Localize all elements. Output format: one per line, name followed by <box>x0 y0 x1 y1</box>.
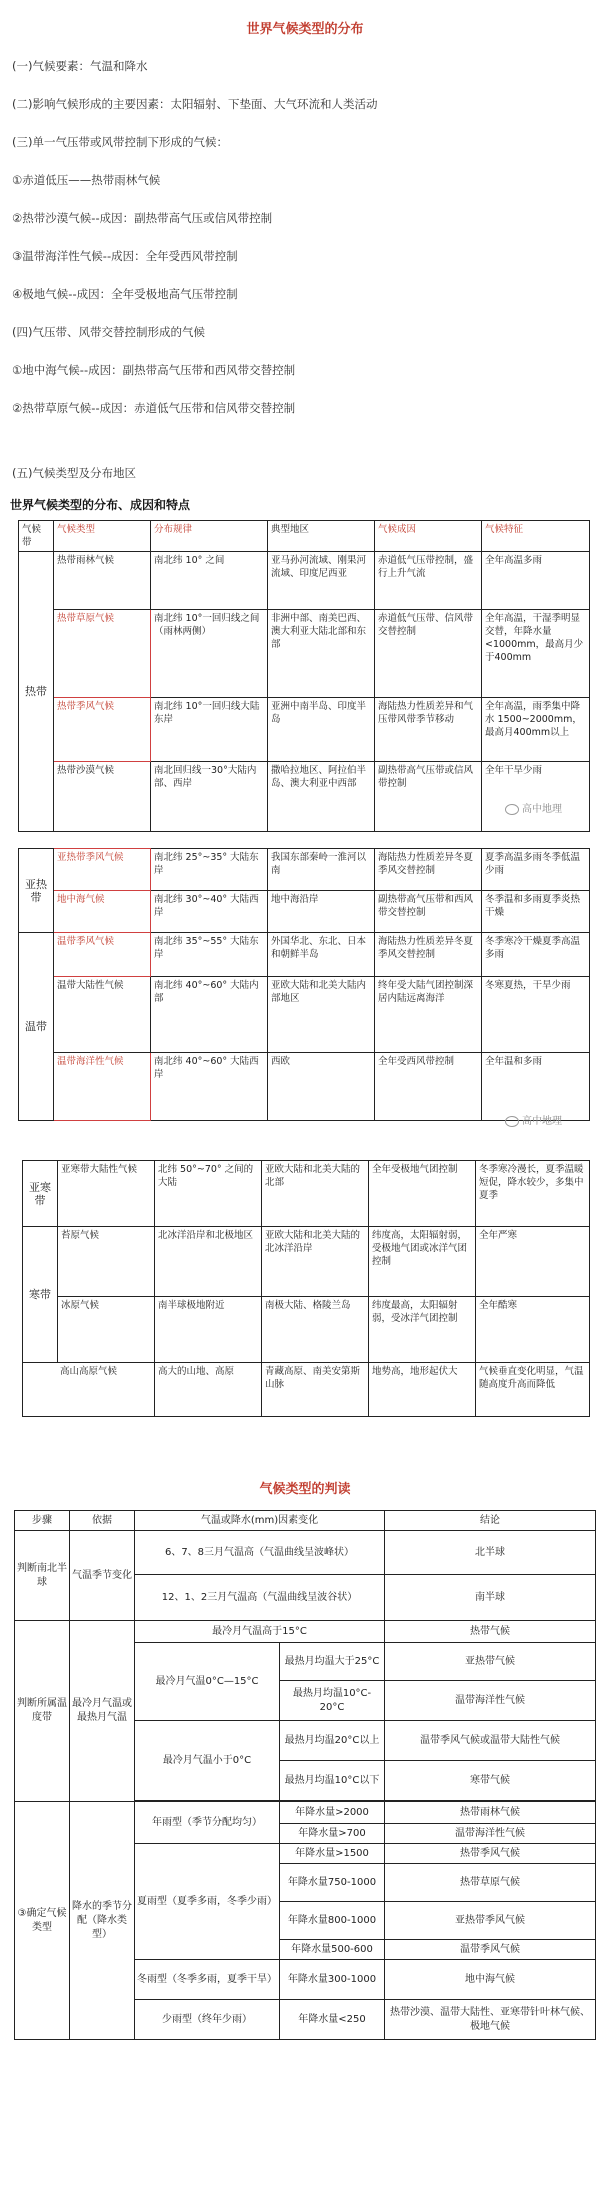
table-cell: 亚马孙河流域、刚果河流域、印度尼西亚 <box>268 552 375 610</box>
climate-table-cold <box>22 1160 590 1417</box>
intro-line: (一)气候要素：气温和降水 <box>12 59 148 73</box>
wechat-icon <box>505 804 519 815</box>
table-cell: 南北纬 35°~55° 大陆东岸 <box>151 933 268 977</box>
table-cell: 年降水量<250 <box>280 2000 385 2040</box>
table-cell: 亚热带季风气候 <box>54 849 151 891</box>
table-cell: 终年受大陆气团控制深居内陆远离海洋 <box>375 977 482 1053</box>
table-cell: 纬度高，太阳辐射弱，受极地气团或冰洋气团控制 <box>369 1227 476 1297</box>
zone-cell: 亚热带 <box>19 849 54 933</box>
table-cell: 高山高原气候 <box>23 1363 155 1417</box>
step-cell: ③确定气候类型 <box>15 1802 70 2040</box>
table-cell: 亚热带气候 <box>385 1643 596 1681</box>
table-cell: 苔原气候 <box>58 1227 155 1297</box>
table-cell: 撒哈拉地区、阿拉伯半岛、澳大利亚中西部 <box>268 762 375 832</box>
table-header: 典型地区 <box>268 521 375 552</box>
basis-cell: 降水的季节分配（降水类型） <box>70 1802 135 2040</box>
step-cell: 判断南北半球 <box>15 1531 70 1621</box>
table-cell: 冬雨型（冬季多雨，夏季干旱） <box>135 1960 280 2000</box>
table-cell: 热带草原气候 <box>385 1864 596 1902</box>
table-cell: 全年温和多雨 <box>482 1053 590 1121</box>
judge-table <box>14 1510 596 2040</box>
intro-line: ②热带草原气候--成因：赤道低气压带和信风带交替控制 <box>12 401 296 415</box>
table-cell: 外国华北、东北、日本和朝鲜半岛 <box>268 933 375 977</box>
table-cell: 副热带高气压带和西风带交替控制 <box>375 891 482 933</box>
table-cell: 南极大陆、格陵兰岛 <box>262 1297 369 1363</box>
table-cell: 最冷月气温高于15°C <box>135 1621 385 1643</box>
table-cell: 年降水量>700 <box>280 1824 385 1844</box>
table-cell: 6、7、8三月气温高（气温曲线呈波峰状） <box>135 1531 385 1575</box>
table-cell: 气候垂直变化明显，气温随高度升高而降低 <box>476 1363 590 1417</box>
table-cell: 热带季风气候 <box>385 1844 596 1864</box>
table-cell: 南北纬 10° 之间 <box>151 552 268 610</box>
table-cell: 冬季寒冷干燥夏季高温多雨 <box>482 933 590 977</box>
table-cell: 亚欧大陆和北美大陆的北冰洋沿岸 <box>262 1227 369 1297</box>
table-header: 气温或降水(mm)因素变化 <box>135 1511 385 1531</box>
step-cell: 判断所属温度带 <box>15 1621 70 1802</box>
page-title: 世界气候类型的分布 <box>246 22 364 37</box>
table-cell: 最热月均温大于25°C <box>280 1643 385 1681</box>
table-cell: 温带海洋性气候 <box>54 1053 151 1121</box>
table-header: 气候特征 <box>482 521 590 552</box>
table-cell: 北纬 50°~70° 之间的大陆 <box>155 1161 262 1227</box>
table-header: 气候类型 <box>54 521 151 552</box>
table-cell: 亚欧大陆和北美大陆内部地区 <box>268 977 375 1053</box>
table-cell: 温带海洋性气候 <box>385 1824 596 1844</box>
table-cell: 热带雨林气候 <box>54 552 151 610</box>
table-cell: 高大的山地、高原 <box>155 1363 262 1417</box>
table-cell: 全年高温，干湿季明显交替，年降水量<1000mm，最高月少于400mm <box>482 610 590 698</box>
table-header: 气候成因 <box>375 521 482 552</box>
table-cell: 年降水量800-1000 <box>280 1902 385 1940</box>
table-cell: 年降水量500-600 <box>280 1940 385 1960</box>
table-cell: 最冷月气温0°C—15°C <box>135 1643 280 1721</box>
table-cell: 年降水量300-1000 <box>280 1960 385 2000</box>
table-cell: 我国东部秦岭一淮河以南 <box>268 849 375 891</box>
intro-line: ①赤道低压——热带雨林气候 <box>12 173 161 187</box>
table-cell: 全年高温，雨季集中降水 1500~2000mm，最高月400mm以上 <box>482 698 590 762</box>
table-cell: 年雨型（季节分配均匀） <box>135 1802 280 1844</box>
intro-line: (二)影响气候形成的主要因素：太阳辐射、下垫面、大气环流和人类活动 <box>12 97 378 111</box>
intro-line: (五)气候类型及分布地区 <box>12 466 136 480</box>
intro-line: (四)气压带、风带交替控制形成的气候 <box>12 325 205 339</box>
table-header: 步骤 <box>15 1511 70 1531</box>
table-cell: 南北纬 30°~40° 大陆西岸 <box>151 891 268 933</box>
table-cell: 全年受西风带控制 <box>375 1053 482 1121</box>
table-cell: 南北纬 10°一回归线大陆东岸 <box>151 698 268 762</box>
table-cell: 12、1、2三月气温高（气温曲线呈波谷状） <box>135 1575 385 1621</box>
table-cell: 亚欧大陆和北美大陆的北部 <box>262 1161 369 1227</box>
table-cell: 温带季风气候 <box>385 1940 596 1960</box>
table-cell: 年降水量750-1000 <box>280 1864 385 1902</box>
table-cell: 海陆热力性质差异和气压带风带季节移动 <box>375 698 482 762</box>
zone-cell: 寒带 <box>23 1227 58 1363</box>
table-cell: 热带沙漠气候 <box>54 762 151 832</box>
table-cell: 温带海洋性气候 <box>385 1681 596 1721</box>
table-cell: 冰原气候 <box>58 1297 155 1363</box>
table-cell: 全年受极地气团控制 <box>369 1161 476 1227</box>
table-cell: 冬寒夏热，干旱少雨 <box>482 977 590 1053</box>
table-cell: 温带季风气候 <box>54 933 151 977</box>
table-cell: 寒带气候 <box>385 1761 596 1801</box>
wechat-icon <box>505 1116 519 1127</box>
table-cell: 副热带高气压带或信风带控制 <box>375 762 482 832</box>
intro-line: ②热带沙漠气候--成因：副热带高气压或信风带控制 <box>12 211 273 225</box>
zone-cell: 热带 <box>19 552 54 832</box>
table-header: 依据 <box>70 1511 135 1531</box>
table-cell: 全年高温多雨 <box>482 552 590 610</box>
table-cell: 地中海气候 <box>54 891 151 933</box>
table-cell: 热带雨林气候 <box>385 1802 596 1824</box>
table-cell: 海陆热力性质差异冬夏季风交替控制 <box>375 849 482 891</box>
table-cell: 北冰洋沿岸和北极地区 <box>155 1227 262 1297</box>
table-cell: 亚热带季风气候 <box>385 1902 596 1940</box>
table-header: 分布规律 <box>151 521 268 552</box>
watermark-text: 高中地理 <box>522 804 562 815</box>
table-cell: 地中海沿岸 <box>268 891 375 933</box>
table-cell: 温带季风气候或温带大陆性气候 <box>385 1721 596 1761</box>
table-cell: 夏季高温多雨冬季低温少雨 <box>482 849 590 891</box>
table-cell: 地势高，地形起伏大 <box>369 1363 476 1417</box>
table-header: 气候带 <box>19 521 54 552</box>
table-cell: 亚洲中南半岛、印度半岛 <box>268 698 375 762</box>
table-cell: 年降水量>1500 <box>280 1844 385 1864</box>
table-cell: 南北纬 10°一回归线之间（雨林两侧） <box>151 610 268 698</box>
intro-line: (三)单一气压带或风带控制下形成的气候： <box>12 135 228 149</box>
watermark <box>505 1112 562 1127</box>
table-cell: 少雨型（终年少雨） <box>135 2000 280 2040</box>
table-cell: 南北纬 40°~60° 大陆内部 <box>151 977 268 1053</box>
table-header: 结论 <box>385 1511 596 1531</box>
table-cell: 冬季寒冷漫长，夏季温暖短促，降水较少，多集中夏季 <box>476 1161 590 1227</box>
table-cell: 全年严寒 <box>476 1227 590 1297</box>
watermark <box>505 800 562 815</box>
zone-cell: 温带 <box>19 933 54 1121</box>
table-cell: 青藏高原、南美安第斯山脉 <box>262 1363 369 1417</box>
climate-table-temperate <box>18 848 590 1121</box>
table-cell: 热带沙漠、温带大陆性、亚寒带针叶林气候、极地气候 <box>385 2000 596 2040</box>
section-title: 世界气候类型的分布、成因和特点 <box>10 498 191 512</box>
intro-line: ④极地气候--成因：全年受极地高气压带控制 <box>12 287 238 301</box>
table-cell: 亚寒带大陆性气候 <box>58 1161 155 1227</box>
table-cell: 热带季风气候 <box>54 698 151 762</box>
intro-line: ①地中海气候--成因：副热带高气压带和西风带交替控制 <box>12 363 296 377</box>
table-cell: 地中海气候 <box>385 1960 596 2000</box>
table-cell: 北半球 <box>385 1531 596 1575</box>
table-cell: 温带大陆性气候 <box>54 977 151 1053</box>
table-cell: 纬度最高，太阳辐射弱，受冰洋气团控制 <box>369 1297 476 1363</box>
table-cell: 南半球极地附近 <box>155 1297 262 1363</box>
table-cell: 最热月均温10°C以下 <box>280 1761 385 1801</box>
table-cell: 冬季温和多雨夏季炎热干燥 <box>482 891 590 933</box>
judge-title: 气候类型的判读 <box>259 1482 351 1497</box>
table-cell: 赤道低气压带控制，盛行上升气流 <box>375 552 482 610</box>
table-cell: 西欧 <box>268 1053 375 1121</box>
table-cell: 夏雨型（夏季多雨，冬季少雨） <box>135 1844 280 1960</box>
zone-cell: 亚寒带 <box>23 1161 58 1227</box>
table-cell: 热带草原气候 <box>54 610 151 698</box>
table-cell: 南半球 <box>385 1575 596 1621</box>
table-cell: 赤道低气压带、信风带交替控制 <box>375 610 482 698</box>
table-cell: 全年干旱少雨 <box>482 762 590 832</box>
table-cell: 非洲中部、南美巴西、澳大利亚大陆北部和东部 <box>268 610 375 698</box>
watermark-text: 高中地理 <box>522 1116 562 1127</box>
table-cell: 最热月均温10°C-20°C <box>280 1681 385 1721</box>
basis-cell: 最冷月气温或最热月气温 <box>70 1621 135 1802</box>
table-cell: 全年酷寒 <box>476 1297 590 1363</box>
climate-table-tropical <box>18 520 590 832</box>
table-cell: 热带气候 <box>385 1621 596 1643</box>
table-cell: 南北纬 40°~60° 大陆西岸 <box>151 1053 268 1121</box>
table-cell: 最冷月气温小于0°C <box>135 1721 280 1801</box>
table-cell: 南北回归线一30°大陆内部、西岸 <box>151 762 268 832</box>
table-cell: 南北纬 25°~35° 大陆东岸 <box>151 849 268 891</box>
basis-cell: 气温季节变化 <box>70 1531 135 1621</box>
table-cell: 最热月均温20°C以上 <box>280 1721 385 1761</box>
table-cell: 海陆热力性质差异冬夏季风交替控制 <box>375 933 482 977</box>
table-cell: 年降水量>2000 <box>280 1802 385 1824</box>
intro-line: ③温带海洋性气候--成因：全年受西风带控制 <box>12 249 238 263</box>
